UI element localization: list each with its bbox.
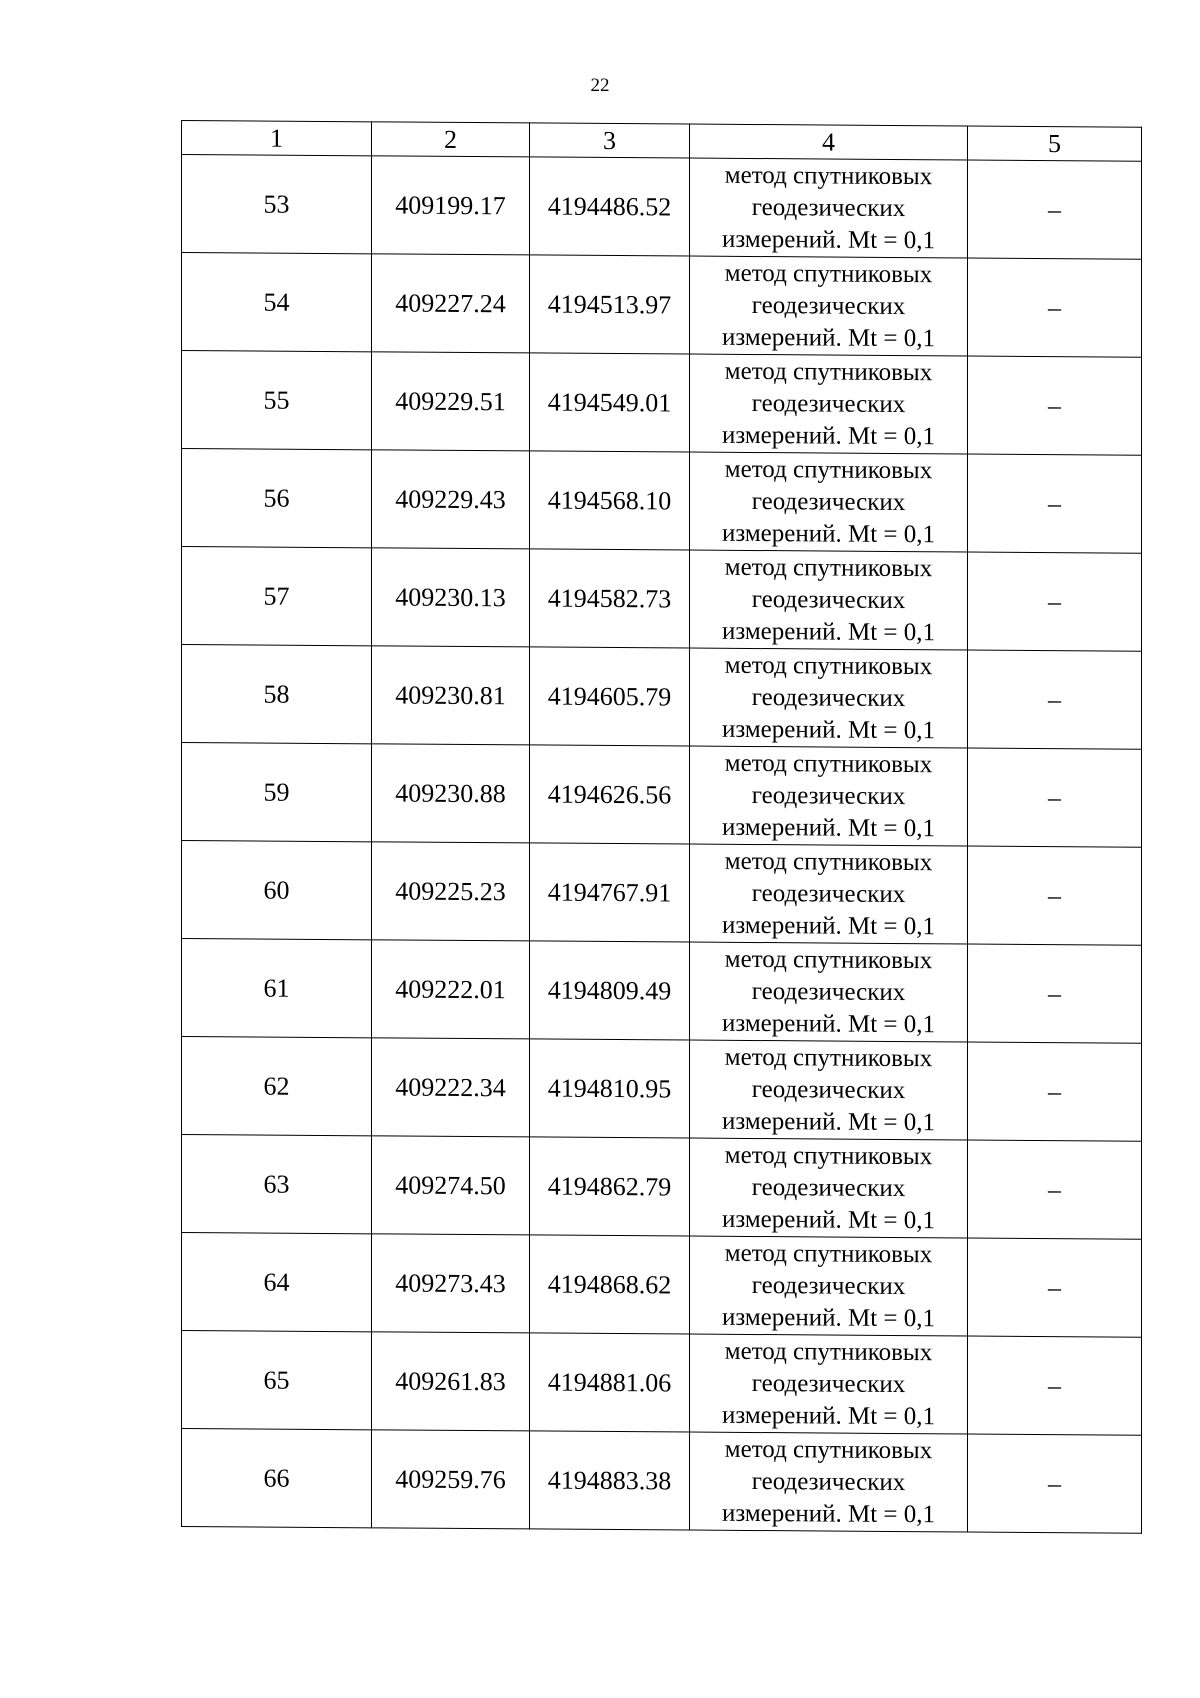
method-cell: метод спутниковых геодезических измерений. Mt = 0,1 [690,1138,968,1238]
note-cell: – [968,748,1142,847]
table-row [182,547,1142,652]
table-body [182,155,1142,1534]
page-number: 22 [590,75,610,96]
method-cell: метод спутниковых геодезических измерений. Mt = 0,1 [690,550,968,650]
note-cell: – [968,356,1142,455]
x-coordinate-cell: 409230.88 [372,744,530,843]
y-coordinate-cell: 4194862.79 [530,1137,690,1236]
x-coordinate-cell: 409274.50 [372,1136,530,1235]
method-cell: метод спутниковых геодезических измерений. Mt = 0,1 [690,746,968,846]
point-number-cell: 58 [182,645,372,744]
note-cell: – [968,650,1142,749]
point-number-cell: 63 [182,1135,372,1234]
y-coordinate-cell: 4194582.73 [530,549,690,648]
table-row [182,253,1142,358]
method-cell: метод спутниковых геодезических измерений. Mt = 0,1 [690,648,968,748]
y-coordinate-cell: 4194486.52 [530,157,690,256]
point-number-cell: 59 [182,743,372,842]
y-coordinate-cell: 4194767.91 [530,843,690,942]
y-coordinate-cell: 4194868.62 [530,1235,690,1334]
table-row [182,1331,1142,1436]
table-row [182,841,1142,946]
point-number-cell: 60 [182,841,372,940]
note-cell: – [968,1140,1142,1239]
method-cell: метод спутниковых геодезических измерений. Mt = 0,1 [690,158,968,258]
table-row [182,939,1142,1044]
note-cell: – [968,1434,1142,1533]
x-coordinate-cell: 409199.17 [372,156,530,255]
point-number-cell: 64 [182,1233,372,1332]
table-row [182,645,1142,750]
point-number-cell: 56 [182,449,372,548]
y-coordinate-cell: 4194549.01 [530,353,690,452]
table-row [182,1037,1142,1142]
note-cell: – [968,258,1142,357]
x-coordinate-cell: 409225.23 [372,842,530,941]
note-cell: – [968,944,1142,1043]
table-row [182,743,1142,848]
method-cell: метод спутниковых геодезических измерений. Mt = 0,1 [690,844,968,944]
y-coordinate-cell: 4194513.97 [530,255,690,354]
y-coordinate-cell: 4194810.95 [530,1039,690,1138]
table-row [182,1233,1142,1338]
y-coordinate-cell: 4194809.49 [530,941,690,1040]
method-cell: метод спутниковых геодезических измерений. Mt = 0,1 [690,1040,968,1140]
point-number-cell: 66 [182,1429,372,1528]
note-cell: – [968,1238,1142,1337]
x-coordinate-cell: 409222.01 [372,940,530,1039]
method-cell: метод спутниковых геодезических измерений. Mt = 0,1 [690,354,968,454]
method-cell: метод спутниковых геодезических измерений. Mt = 0,1 [690,1236,968,1336]
column-header: 1 [182,121,372,156]
column-header: 5 [968,126,1142,161]
point-number-cell: 53 [182,155,372,254]
method-cell: метод спутниковых геодезических измерений. Mt = 0,1 [690,1334,968,1434]
note-cell: – [968,454,1142,553]
table-row [182,1135,1142,1240]
x-coordinate-cell: 409229.43 [372,450,530,549]
point-number-cell: 54 [182,253,372,352]
note-cell: – [968,160,1142,259]
y-coordinate-cell: 4194881.06 [530,1333,690,1432]
x-coordinate-cell: 409261.83 [372,1332,530,1431]
x-coordinate-cell: 409230.81 [372,646,530,745]
y-coordinate-cell: 4194626.56 [530,745,690,844]
method-cell: метод спутниковых геодезических измерений. Mt = 0,1 [690,452,968,552]
y-coordinate-cell: 4194568.10 [530,451,690,550]
x-coordinate-cell: 409273.43 [372,1234,530,1333]
column-header: 4 [690,124,968,160]
point-number-cell: 65 [182,1331,372,1430]
x-coordinate-cell: 409230.13 [372,548,530,647]
point-number-cell: 55 [182,351,372,450]
x-coordinate-cell: 409229.51 [372,352,530,451]
note-cell: – [968,1042,1142,1141]
table-row [182,155,1142,260]
table-row [182,449,1142,554]
note-cell: – [968,552,1142,651]
y-coordinate-cell: 4194883.38 [530,1431,690,1530]
method-cell: метод спутниковых геодезических измерений. Mt = 0,1 [690,256,968,356]
x-coordinate-cell: 409227.24 [372,254,530,353]
point-number-cell: 57 [182,547,372,646]
x-coordinate-cell: 409222.34 [372,1038,530,1137]
method-cell: метод спутниковых геодезических измерений. Mt = 0,1 [690,942,968,1042]
point-number-cell: 61 [182,939,372,1038]
column-header: 2 [372,122,530,157]
table-row [182,1429,1142,1534]
method-cell: метод спутниковых геодезических измерений. Mt = 0,1 [690,1432,968,1532]
note-cell: – [968,1336,1142,1435]
coordinates-table [181,120,1142,1534]
x-coordinate-cell: 409259.76 [372,1430,530,1529]
note-cell: – [968,846,1142,945]
table-row [182,351,1142,456]
y-coordinate-cell: 4194605.79 [530,647,690,746]
column-header: 3 [530,123,690,158]
point-number-cell: 62 [182,1037,372,1136]
